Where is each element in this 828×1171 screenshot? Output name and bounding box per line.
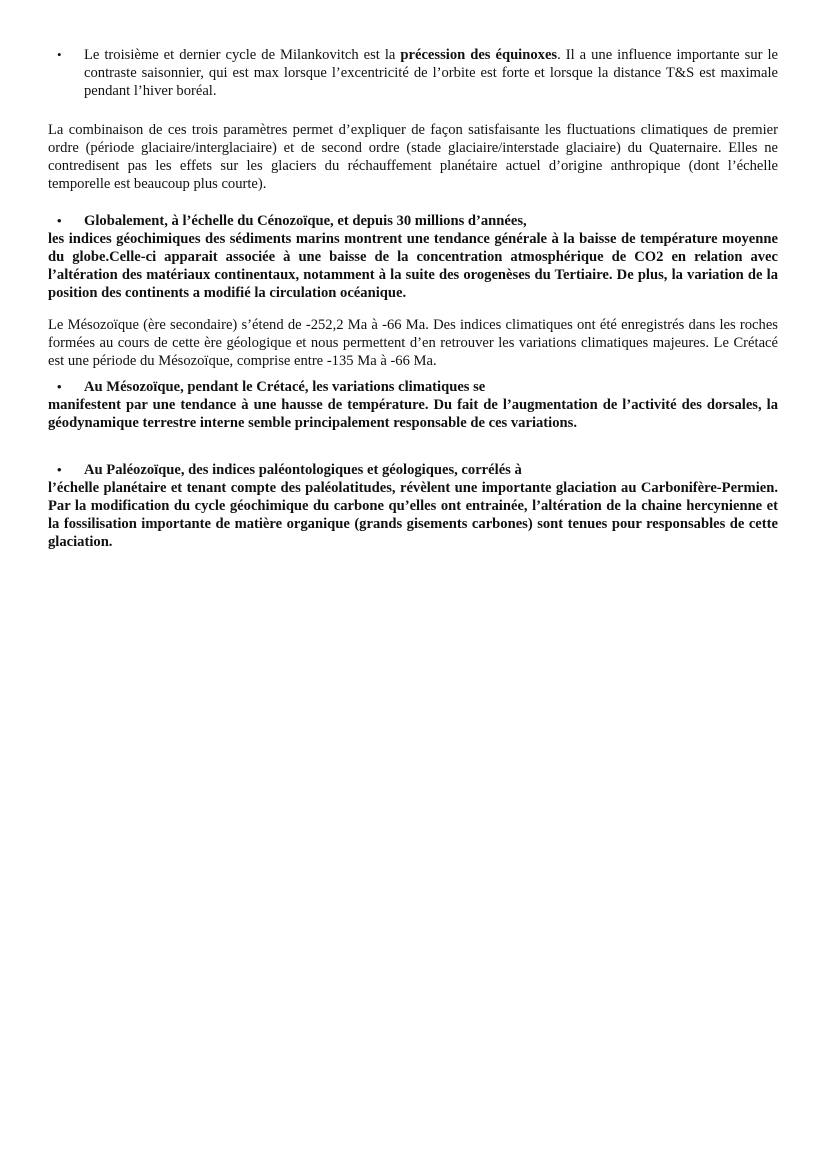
paleozoic-bullet-text: Au Paléozoïque, des indices paléontologiques et géologiques, corrélés à [84, 462, 522, 478]
paragraph-precession [48, 46, 778, 100]
cenozoic-body: les indices géochimiques des sédiments marins montrent une tendance générale à la baisse de température moyenne du globe.Celle-ci apparait associée à une baisse de la concentration atmosphérique de CO2 en relation avec l’altération des matériaux continentaux, notamment à la suite des orogenèses du Tertiaire. De plus, la variation de la position des continents a modifié la circulation océanique. [48, 231, 778, 301]
paragraph-mesozoic-intro: Le Mésozoïque (ère secondaire) s’étend de -252,2 Ma à -66 Ma. Des indices climatiques ont été enregistrés dans les roches formées au cours de cette ère géologique et nous permettent d’en retrouver les variations climatiques majeures. Le Crétacé est une période du Mésozoïque, comprise entre -135 Ma à -66 Ma. [48, 317, 778, 369]
bullet-icon: • [57, 47, 62, 62]
cretaceous-body: manifestent par une tendance à une hausse de température. Du fait de l’augmentation de l’activité des dorsales, la géodynamique terrestre interne semble principalement responsable de ces variations. [48, 397, 778, 431]
precession-term: précession des équinoxes [400, 47, 558, 63]
cretaceous-bullet-text: Au Mésozoïque, pendant le Crétacé, les variations climatiques se [84, 379, 486, 395]
paragraph-cenozoic [48, 212, 778, 302]
cretaceous-bullet [48, 378, 778, 396]
paleozoic-body: l’échelle planétaire et tenant compte des paléolatitudes, révèlent une importante glaciation au Carbonifère-Permien. Par la modification du cycle géochimique du carbone qu’elles ont entrainée, l’altération de la chaine hercynienne et la fossilisation importante de matière organique (grands gisements carbones) sont tenues pour responsables de cette glaciation. [48, 480, 778, 550]
precession-text-end: . Il a une influence importante sur le contraste saisonnier, qui est max lorsque l’excentricité de l’orbite est forte et lorsque la distance T&S est maximale pendant l’hiver boréal. [84, 47, 779, 99]
bullet-icon: • [57, 462, 62, 477]
paragraph-cretaceous [48, 378, 778, 432]
precession-text [48, 46, 778, 100]
precession-text-start: Le troisième et dernier cycle de Milankovitch est la [84, 47, 401, 63]
cenozoic-bullet-text: Globalement, à l’échelle du Cénozoïque, et depuis 30 millions d’années, [84, 213, 527, 229]
bullet-icon: • [57, 213, 62, 228]
cenozoic-bullet [48, 212, 778, 230]
paleozoic-bullet [48, 461, 778, 479]
paragraph-combination: La combinaison de ces trois paramètres permet d’expliquer de façon satisfaisante les fluctuations climatiques de premier ordre (période glaciaire/interglaciaire) et de second ordre (stade glaciaire/interstade glaciaire) du Quaternaire. Elles ne contredisent pas les effets sur les glaciers du réchauffement planétaire actuel d’origine anthropique (dont l’échelle temporelle est beaucoup plus courte). [48, 122, 778, 192]
paragraph-paleozoic [48, 461, 778, 551]
bullet-icon: • [57, 379, 62, 394]
